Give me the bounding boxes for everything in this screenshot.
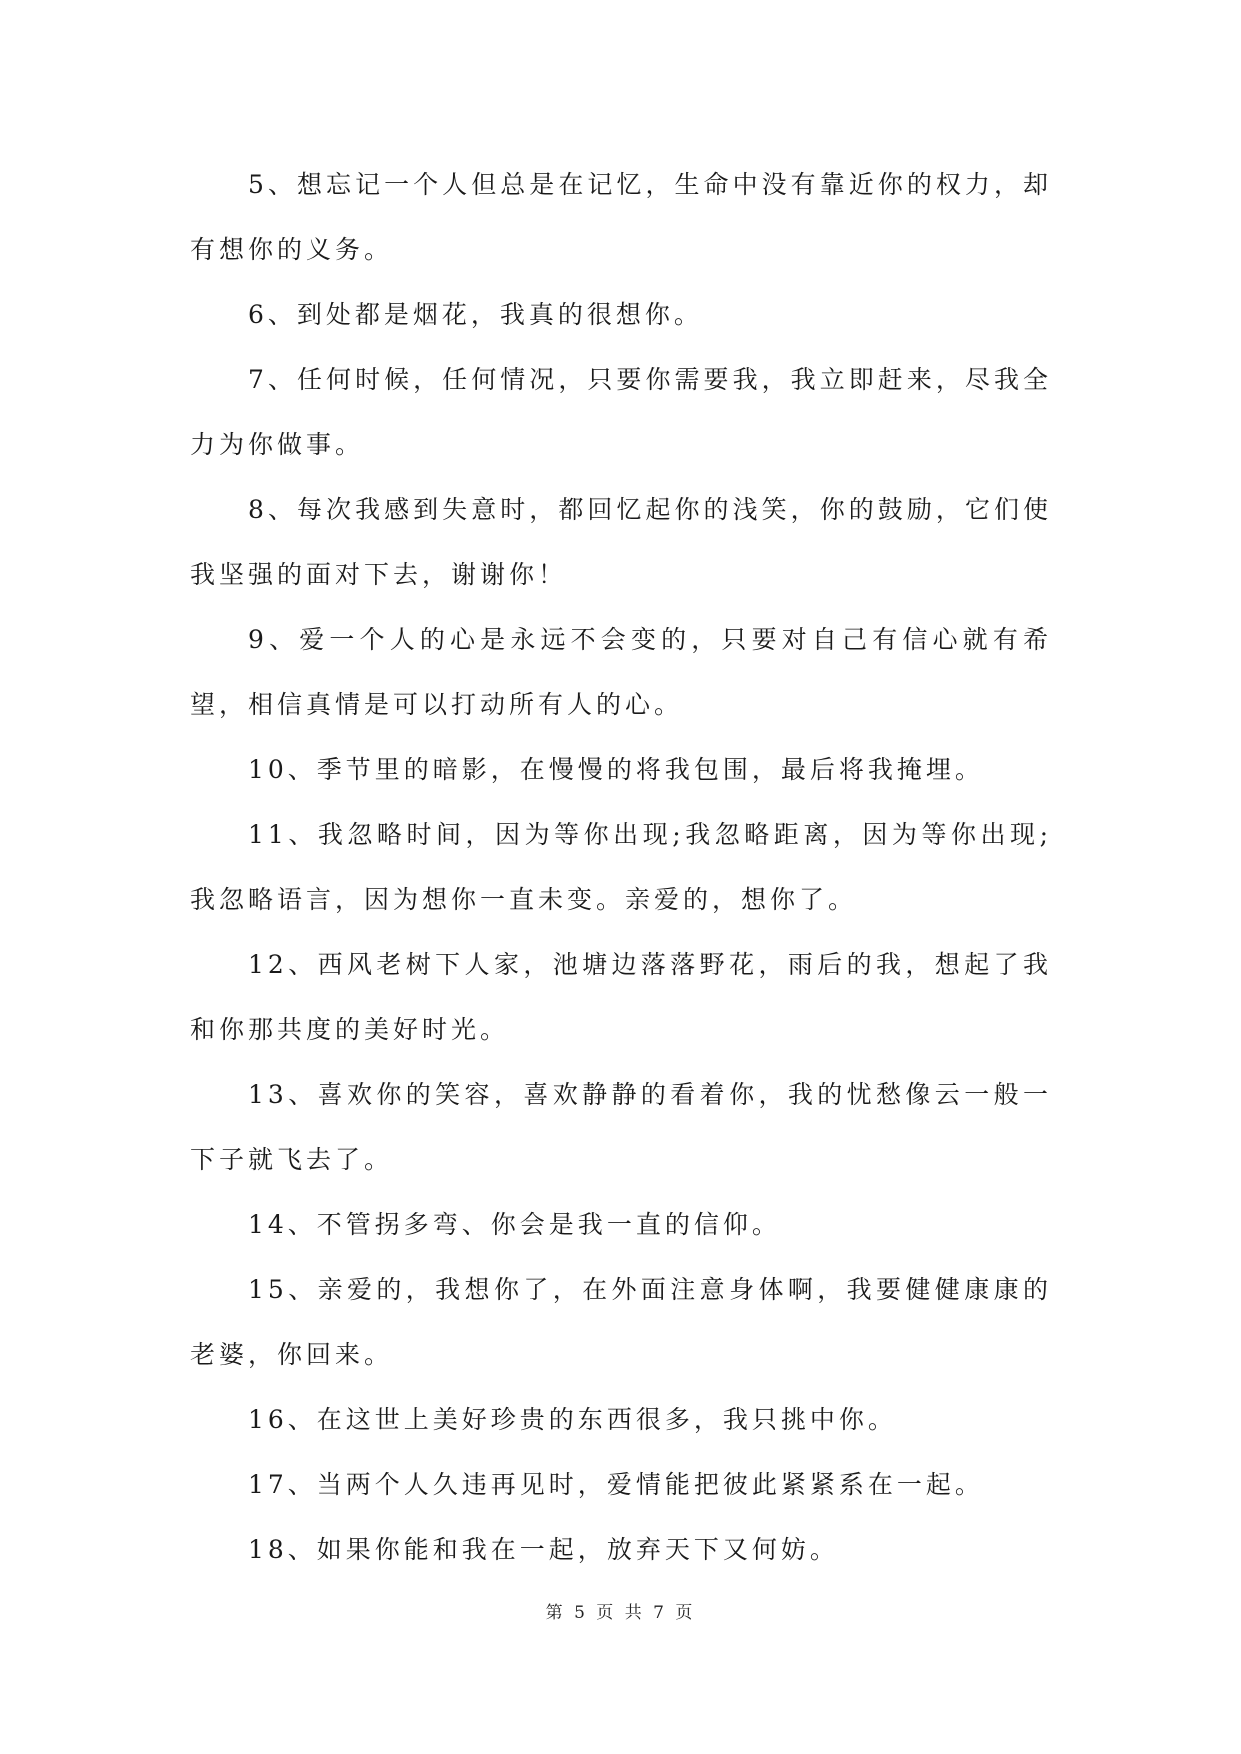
paragraph: 12、西风老树下人家，池塘边落落野花，雨后的我，想起了我和你那共度的美好时光。	[190, 950, 1052, 1044]
paragraph: 11、我忽略时间，因为等你出现;我忽略距离，因为等你出现;我忽略语言，因为想你一直未变。亲爱的，想你了。	[190, 820, 1052, 914]
paragraph: 8、每次我感到失意时，都回忆起你的浅笑，你的鼓励，它们使我坚强的面对下去，谢谢你！	[190, 495, 1052, 589]
paragraph: 13、喜欢你的笑容，喜欢静静的看着你，我的忧愁像云一般一下子就飞去了。	[190, 1080, 1052, 1174]
paragraph: 7、任何时候，任何情况，只要你需要我，我立即赶来，尽我全力为你做事。	[190, 365, 1052, 459]
body-text	[190, 152, 1052, 1582]
paragraph: 17、当两个人久违再见时，爱情能把彼此紧紧系在一起。	[248, 1470, 984, 1499]
paragraph: 5、想忘记一个人但总是在记忆，生命中没有靠近你的权力，却有想你的义务。	[190, 170, 1052, 264]
paragraph: 9、爱一个人的心是永远不会变的，只要对自己有信心就有希望，相信真情是可以打动所有人的心。	[190, 625, 1052, 719]
paragraph: 15、亲爱的，我想你了，在外面注意身体啊，我要健健康康的老婆，你回来。	[190, 1275, 1052, 1369]
page-number-footer: 第 5 页 共 7 页	[545, 1603, 696, 1623]
paragraph: 10、季节里的暗影，在慢慢的将我包围，最后将我掩埋。	[248, 755, 984, 784]
paragraph: 6、到处都是烟花，我真的很想你。	[248, 300, 703, 329]
paragraph: 14、不管拐多弯、你会是我一直的信仰。	[248, 1210, 781, 1239]
paragraph: 16、在这世上美好珍贵的东西很多，我只挑中你。	[248, 1405, 897, 1434]
paragraph: 18、如果你能和我在一起，放弃天下又何妨。	[248, 1535, 839, 1564]
